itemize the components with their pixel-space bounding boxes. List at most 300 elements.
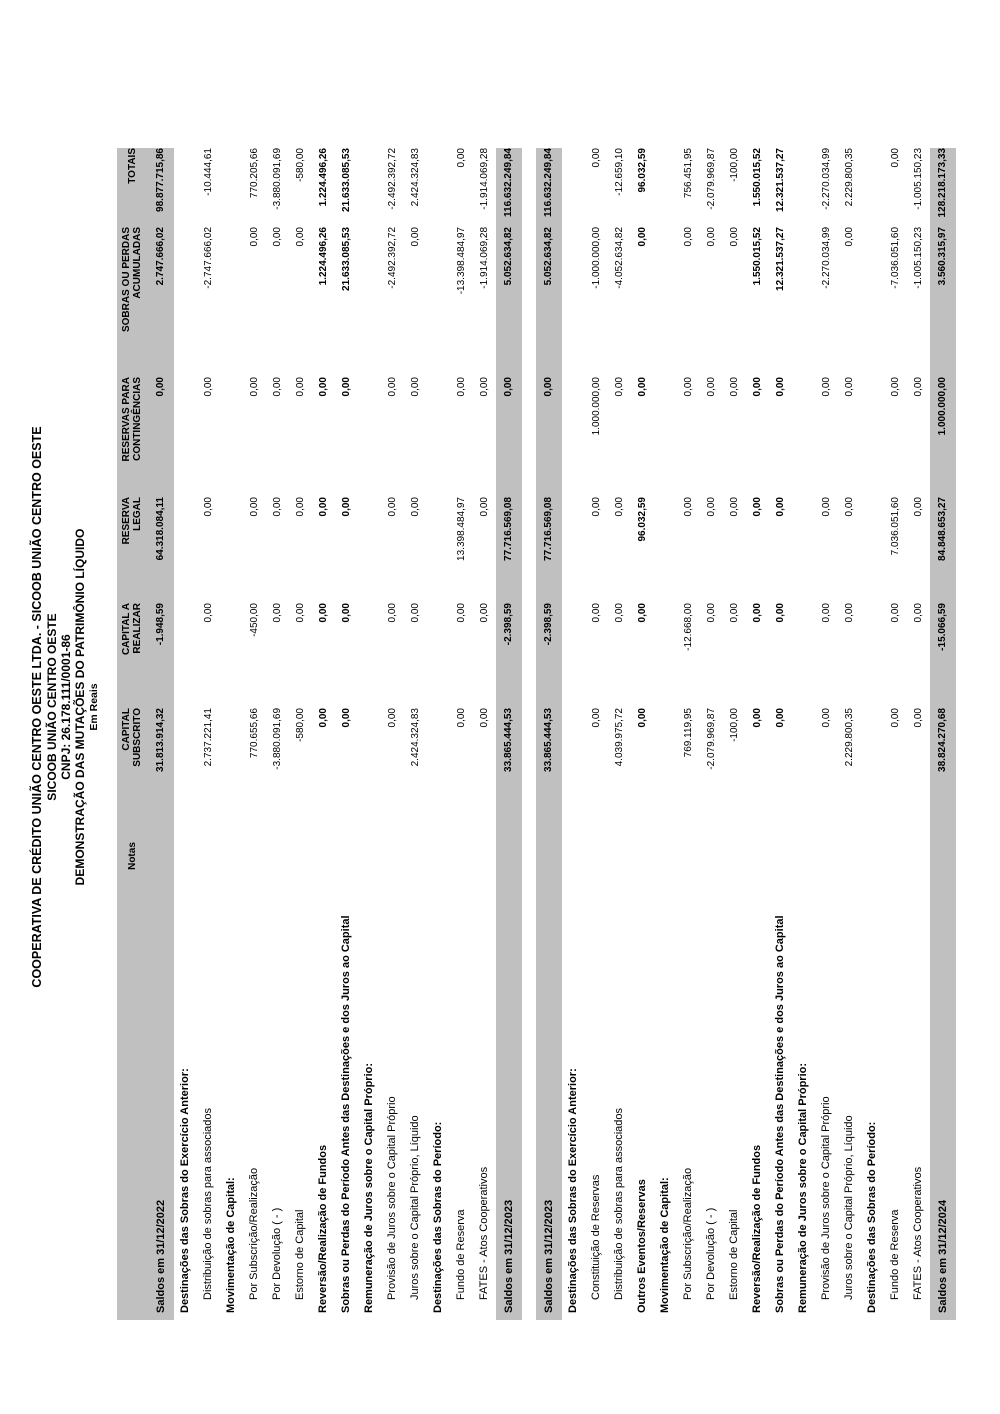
- table-row: [562, 148, 585, 1320]
- row-label: Destinações das Sobras do Período:: [432, 1121, 445, 1313]
- value-cell: 31.813.914,32: [148, 708, 174, 836]
- value-cell: 0,00: [774, 497, 786, 517]
- value-cell: 0,00: [271, 603, 283, 623]
- notas-cell: [335, 836, 358, 876]
- statement-title: DEMONSTRAÇÃO DAS MUTAÇÕES DO PATRIMÔNIO LÍQUIDO: [73, 528, 88, 886]
- table-row: [792, 148, 815, 1320]
- value-cell: [654, 227, 677, 377]
- row-label: Juros sobre o Capital Próprio, Líquido: [843, 1115, 856, 1300]
- cnpj: CNPJ: 26.178.111/0001-86: [58, 634, 73, 780]
- row-label: Estorno de Capital: [728, 1209, 741, 1300]
- table-header-row: [117, 148, 148, 1320]
- notas-cell: [312, 836, 335, 876]
- notas-cell: [289, 836, 312, 876]
- value-cell: 0,00: [248, 227, 260, 247]
- notas-cell: [450, 836, 473, 876]
- table-row: [473, 148, 496, 1320]
- table-row: [654, 148, 677, 1320]
- table-row: [148, 148, 174, 1320]
- column-header-descricao: [117, 876, 148, 1320]
- value-cell: 0,00: [340, 497, 352, 517]
- value-cell: 64.318.084,11: [148, 497, 174, 603]
- value-cell: [174, 497, 197, 603]
- value-cell: 0,00: [317, 708, 329, 728]
- table-row: [220, 148, 243, 1320]
- value-cell: 0,00: [248, 497, 260, 517]
- value-cell: 0,00: [317, 603, 329, 623]
- row-label: Distribuição de sobras para associados: [613, 1108, 626, 1300]
- value-cell: [792, 377, 815, 497]
- value-cell: [220, 227, 243, 377]
- value-cell: 0,00: [478, 708, 490, 728]
- row-label: Destinações das Sobras do Exercício Anterior:: [567, 1068, 580, 1313]
- value-cell: 0,00: [613, 603, 625, 623]
- value-cell: 770.655,66: [248, 708, 260, 759]
- value-cell: 0,00: [478, 603, 490, 623]
- value-cell: [220, 603, 243, 708]
- row-label: FATES - Atos Cooperativos: [912, 1166, 925, 1300]
- table-row: [907, 148, 930, 1320]
- value-cell: 0,00: [613, 377, 625, 397]
- notas-cell: [815, 836, 838, 876]
- value-cell: [220, 377, 243, 497]
- value-cell: 0,00: [728, 497, 740, 517]
- value-cell: 0,00: [590, 708, 602, 728]
- table-row: [266, 148, 289, 1320]
- value-cell: [427, 227, 450, 377]
- equity-mutations-table: [117, 148, 956, 1320]
- value-cell: [358, 148, 381, 227]
- row-label: Saldos em 31/12/2024: [930, 876, 956, 1320]
- notas-cell: [792, 836, 815, 876]
- table-row: [536, 148, 562, 1320]
- value-cell: [792, 497, 815, 603]
- value-cell: 1.224.496,26: [317, 148, 329, 207]
- value-cell: 0,00: [682, 497, 694, 517]
- value-cell: 0,00: [386, 377, 398, 397]
- table-row: [404, 148, 427, 1320]
- value-cell: -2.398,59: [496, 603, 522, 708]
- value-cell: 0,00: [912, 708, 924, 728]
- value-cell: -2.079.969,87: [705, 708, 717, 770]
- value-cell: 7.036.051,60: [889, 497, 901, 556]
- value-cell: 5.052.634,82: [496, 227, 522, 377]
- value-cell: 0,00: [455, 708, 467, 728]
- value-cell: 77.716.569,08: [496, 497, 522, 603]
- value-cell: 0,00: [536, 377, 562, 497]
- table-row: [838, 148, 861, 1320]
- value-cell: 2.229.800,35: [843, 708, 855, 767]
- notas-cell: [746, 836, 769, 876]
- value-cell: 0,00: [317, 377, 329, 397]
- value-cell: [861, 377, 884, 497]
- notas-cell: [562, 836, 585, 876]
- value-cell: [427, 708, 450, 836]
- value-cell: [358, 708, 381, 836]
- value-cell: -1.000.000,00: [590, 227, 602, 289]
- value-cell: 5.052.634,82: [536, 227, 562, 377]
- value-cell: -3.880.091,69: [271, 708, 283, 770]
- value-cell: [861, 603, 884, 708]
- row-label: Por Devolução ( - ): [271, 1207, 284, 1300]
- value-cell: 116.632.249,84: [496, 148, 522, 227]
- notas-cell: [769, 836, 792, 876]
- value-cell: 0,00: [590, 148, 602, 168]
- column-header-reserva_legal: RESERVA LEGAL: [117, 497, 148, 603]
- value-cell: 0,00: [820, 377, 832, 397]
- value-cell: 770.205,66: [248, 148, 260, 199]
- value-cell: [654, 377, 677, 497]
- value-cell: 96.032,59: [636, 148, 648, 193]
- row-label: Destinações das Sobras do Exercício Anterior:: [179, 1068, 192, 1313]
- value-cell: 0,00: [294, 377, 306, 397]
- row-label: Constituição de Reservas: [590, 1174, 603, 1300]
- notas-cell: [585, 836, 608, 876]
- value-cell: [427, 148, 450, 227]
- value-cell: 756.451,95: [682, 148, 694, 199]
- row-label: Reversão/Realização de Fundos: [751, 1144, 764, 1313]
- value-cell: 2.424.324,83: [409, 708, 421, 767]
- table-row: [815, 148, 838, 1320]
- value-cell: 21.633.085,53: [340, 227, 352, 291]
- row-label: Outros Eventos/Reservas: [636, 1179, 649, 1313]
- value-cell: 0,00: [294, 603, 306, 623]
- value-cell: 0,00: [774, 603, 786, 623]
- value-cell: 0,00: [705, 377, 717, 397]
- value-cell: 128.218.173,33: [930, 148, 956, 227]
- notas-cell: [536, 836, 562, 876]
- value-cell: 0,00: [340, 603, 352, 623]
- row-label: Provisão de Juros sobre o Capital Próprio: [820, 1096, 833, 1300]
- value-cell: 33.865.444,53: [496, 708, 522, 836]
- value-cell: 0,00: [590, 603, 602, 623]
- value-cell: [220, 497, 243, 603]
- section-gap: [522, 148, 536, 1320]
- value-cell: 0,00: [340, 377, 352, 397]
- value-cell: [861, 708, 884, 836]
- value-cell: 0,00: [409, 377, 421, 397]
- value-cell: 0,00: [889, 148, 901, 168]
- row-label: Reversão/Realização de Fundos: [317, 1144, 330, 1313]
- table-row: [174, 148, 197, 1320]
- value-cell: 0,00: [682, 227, 694, 247]
- value-cell: -2.398,59: [536, 603, 562, 708]
- table-row: [289, 148, 312, 1320]
- value-cell: [358, 377, 381, 497]
- value-cell: -1.005.150,23: [912, 148, 924, 210]
- value-cell: 0,00: [912, 377, 924, 397]
- notas-cell: [631, 836, 654, 876]
- value-cell: 0,00: [820, 603, 832, 623]
- table-row: [608, 148, 631, 1320]
- value-cell: -4.052.634,82: [613, 227, 625, 289]
- notas-cell: [838, 836, 861, 876]
- value-cell: 0,00: [386, 708, 398, 728]
- company-name: COOPERATIVA DE CRÉDITO UNIÃO CENTRO OESTE LTDA. - SICOOB UNIÃO CENTRO OESTE: [30, 426, 44, 988]
- row-label: Por Subscrição/Realização: [682, 1167, 695, 1300]
- value-cell: 1.550.015,52: [751, 227, 763, 286]
- value-cell: 0,00: [636, 227, 648, 247]
- row-label: Destinações das Sobras do Período:: [866, 1121, 879, 1313]
- row-label: Sobras ou Perdas do Período Antes das Destinações e dos Juros ao Capital: [340, 915, 353, 1313]
- currency-note: Em Reais: [88, 683, 101, 731]
- value-cell: 2.229.800,35: [843, 148, 855, 207]
- notas-cell: [358, 836, 381, 876]
- value-cell: [562, 603, 585, 708]
- value-cell: -580,00: [294, 148, 306, 182]
- value-cell: -100,00: [728, 148, 740, 182]
- value-cell: 0,00: [455, 603, 467, 623]
- value-cell: 0,00: [202, 603, 214, 623]
- value-cell: 33.865.444,53: [536, 708, 562, 836]
- row-label: Juros sobre o Capital Próprio, Líquido: [409, 1115, 422, 1300]
- table-row: [700, 148, 723, 1320]
- value-cell: 0,00: [294, 497, 306, 517]
- value-cell: [861, 148, 884, 227]
- value-cell: 0,00: [271, 227, 283, 247]
- value-cell: 1.550.015,52: [751, 148, 763, 207]
- table-row: [427, 148, 450, 1320]
- value-cell: -2.079.969,87: [705, 148, 717, 210]
- notas-cell: [861, 836, 884, 876]
- value-cell: 0,00: [728, 603, 740, 623]
- value-cell: 1.000.000,00: [590, 377, 602, 436]
- value-cell: 2.737.221,41: [202, 708, 214, 767]
- value-cell: 0,00: [728, 377, 740, 397]
- notas-cell: [197, 836, 220, 876]
- row-label: Remuneração de Juros sobre o Capital Próprio:: [797, 1062, 810, 1313]
- value-cell: 769.119,95: [682, 708, 694, 758]
- value-cell: 0,00: [889, 377, 901, 397]
- table-row: [677, 148, 700, 1320]
- row-label: FATES - Atos Cooperativos: [478, 1166, 491, 1300]
- table-body: [148, 148, 956, 1320]
- value-cell: -13.398.484,97: [455, 227, 467, 295]
- value-cell: 0,00: [751, 603, 763, 623]
- table-row: [197, 148, 220, 1320]
- value-cell: -2.492.392,72: [386, 148, 398, 210]
- value-cell: 0,00: [202, 377, 214, 397]
- value-cell: 0,00: [294, 227, 306, 247]
- row-label: Movimentação de Capital:: [659, 1177, 672, 1313]
- notas-cell: [723, 836, 746, 876]
- value-cell: [562, 377, 585, 497]
- notas-cell: [174, 836, 197, 876]
- value-cell: 0,00: [271, 497, 283, 517]
- table-row: [312, 148, 335, 1320]
- value-cell: 96.032,59: [636, 497, 648, 542]
- notas-cell: [427, 836, 450, 876]
- value-cell: -450,00: [248, 603, 260, 637]
- value-cell: 4.039.975,72: [613, 708, 625, 767]
- value-cell: -12.668,00: [682, 603, 694, 651]
- value-cell: 0,00: [843, 497, 855, 517]
- value-cell: 84.848.653,27: [930, 497, 956, 603]
- table-row: [930, 148, 956, 1320]
- value-cell: [220, 148, 243, 227]
- notas-cell: [496, 836, 522, 876]
- document-header: [30, 0, 101, 1414]
- section-gap-cell: [522, 148, 536, 1320]
- value-cell: 21.633.085,53: [340, 148, 352, 212]
- notas-cell: [884, 836, 907, 876]
- trade-name: SICOOB UNIÃO CENTRO OESTE: [44, 613, 59, 801]
- value-cell: -2.270.034,99: [820, 148, 832, 210]
- value-cell: 0,00: [889, 603, 901, 623]
- value-cell: 0,00: [751, 497, 763, 517]
- value-cell: 0,00: [843, 227, 855, 247]
- notas-cell: [243, 836, 266, 876]
- value-cell: 0,00: [317, 497, 329, 517]
- value-cell: 1.000.000,00: [930, 377, 956, 497]
- value-cell: [174, 708, 197, 836]
- value-cell: [358, 603, 381, 708]
- table-row: [884, 148, 907, 1320]
- table-row: [358, 148, 381, 1320]
- value-cell: 0,00: [843, 603, 855, 623]
- value-cell: 2.424.324,83: [409, 148, 421, 207]
- notas-cell: [404, 836, 427, 876]
- value-cell: 3.560.315,97: [930, 227, 956, 377]
- value-cell: [792, 603, 815, 708]
- column-headers: [117, 148, 148, 1320]
- value-cell: 38.824.270,68: [930, 708, 956, 836]
- value-cell: 0,00: [248, 377, 260, 397]
- row-label: Remuneração de Juros sobre o Capital Próprio:: [363, 1062, 376, 1313]
- value-cell: 2.747.666,02: [148, 227, 174, 377]
- table-row: [585, 148, 608, 1320]
- value-cell: 0,00: [843, 377, 855, 397]
- row-label: Movimentação de Capital:: [225, 1177, 238, 1313]
- value-cell: 0,00: [820, 497, 832, 517]
- value-cell: 12.321.537,27: [774, 227, 786, 291]
- value-cell: 1.224.496,26: [317, 227, 329, 286]
- value-cell: [792, 227, 815, 377]
- value-cell: 0,00: [728, 227, 740, 247]
- value-cell: -2.492.392,72: [386, 227, 398, 289]
- value-cell: 0,00: [386, 497, 398, 517]
- notas-cell: [654, 836, 677, 876]
- value-cell: 0,00: [705, 497, 717, 517]
- table-row: [746, 148, 769, 1320]
- row-label: Saldos em 31/12/2022: [148, 876, 174, 1320]
- value-cell: [562, 497, 585, 603]
- value-cell: 0,00: [478, 497, 490, 517]
- value-cell: 0,00: [496, 377, 522, 497]
- notas-cell: [700, 836, 723, 876]
- row-label: Estorno de Capital: [294, 1209, 307, 1300]
- column-header-capital_subscrito: CAPITAL SUBSCRITO: [117, 708, 148, 836]
- value-cell: 0,00: [409, 497, 421, 517]
- value-cell: 0,00: [202, 497, 214, 517]
- value-cell: 0,00: [271, 377, 283, 397]
- notas-cell: [473, 836, 496, 876]
- value-cell: [220, 708, 243, 836]
- row-label: Fundo de Reserva: [455, 1209, 468, 1300]
- row-label: Fundo de Reserva: [889, 1209, 902, 1300]
- value-cell: [358, 497, 381, 603]
- value-cell: [174, 603, 197, 708]
- column-header-reservas_para_contingencias: RESERVAS PARA CONTINGÊNCIAS: [117, 377, 148, 497]
- value-cell: 13.398.484,97: [455, 497, 467, 561]
- value-cell: 0,00: [774, 377, 786, 397]
- value-cell: -3.880.091,69: [271, 148, 283, 210]
- value-cell: [654, 603, 677, 708]
- notas-cell: [608, 836, 631, 876]
- value-cell: 0,00: [636, 708, 648, 728]
- value-cell: [562, 227, 585, 377]
- value-cell: [427, 377, 450, 497]
- value-cell: [174, 227, 197, 377]
- table-row: [861, 148, 884, 1320]
- table-row: [243, 148, 266, 1320]
- value-cell: 0,00: [409, 603, 421, 623]
- value-cell: 12.321.537,27: [774, 148, 786, 212]
- row-label: Saldos em 31/12/2023: [496, 876, 522, 1320]
- notas-cell: [220, 836, 243, 876]
- value-cell: 0,00: [455, 377, 467, 397]
- value-cell: 0,00: [751, 377, 763, 397]
- value-cell: [562, 708, 585, 836]
- value-cell: 0,00: [774, 708, 786, 728]
- value-cell: [792, 708, 815, 836]
- table-row: [335, 148, 358, 1320]
- value-cell: -1.914.069,28: [478, 227, 490, 289]
- notas-cell: [148, 836, 174, 876]
- row-label: Sobras ou Perdas do Período Antes das Destinações e dos Juros ao Capital: [774, 915, 787, 1313]
- notas-cell: [907, 836, 930, 876]
- notas-cell: [677, 836, 700, 876]
- value-cell: 0,00: [478, 377, 490, 397]
- value-cell: [427, 497, 450, 603]
- value-cell: 0,00: [409, 227, 421, 247]
- value-cell: 0,00: [148, 377, 174, 497]
- value-cell: [174, 148, 197, 227]
- value-cell: 0,00: [613, 497, 625, 517]
- value-cell: -2.747.666,02: [202, 227, 214, 289]
- row-label: Distribuição de sobras para associados: [202, 1108, 215, 1300]
- value-cell: 0,00: [889, 708, 901, 728]
- column-header-totais: TOTAIS: [117, 148, 148, 227]
- value-cell: -1.948,59: [148, 603, 174, 708]
- value-cell: [792, 148, 815, 227]
- value-cell: 116.632.249,84: [536, 148, 562, 227]
- value-cell: -1.914.069,28: [478, 148, 490, 210]
- value-cell: [174, 377, 197, 497]
- notas-cell: [266, 836, 289, 876]
- value-cell: -580,00: [294, 708, 306, 742]
- value-cell: [427, 603, 450, 708]
- value-cell: -10.444,61: [202, 148, 214, 196]
- table-row: [381, 148, 404, 1320]
- table-row: [769, 148, 792, 1320]
- value-cell: 98.877.715,86: [148, 148, 174, 227]
- value-cell: 0,00: [340, 708, 352, 728]
- value-cell: -12.659,10: [613, 148, 625, 196]
- value-cell: 0,00: [912, 603, 924, 623]
- table-row: [631, 148, 654, 1320]
- row-label: Por Subscrição/Realização: [248, 1167, 261, 1300]
- value-cell: [654, 148, 677, 227]
- value-cell: 0,00: [636, 603, 648, 623]
- value-cell: 0,00: [386, 603, 398, 623]
- row-label: Provisão de Juros sobre o Capital Próprio: [386, 1096, 399, 1300]
- table-row: [723, 148, 746, 1320]
- notas-cell: [930, 836, 956, 876]
- column-header-sobras_ou_perdas_acumuladas: SOBRAS OU PERDAS ACUMULADAS: [117, 227, 148, 377]
- value-cell: -1.005.150,23: [912, 227, 924, 289]
- value-cell: -7.036.051,60: [889, 227, 901, 289]
